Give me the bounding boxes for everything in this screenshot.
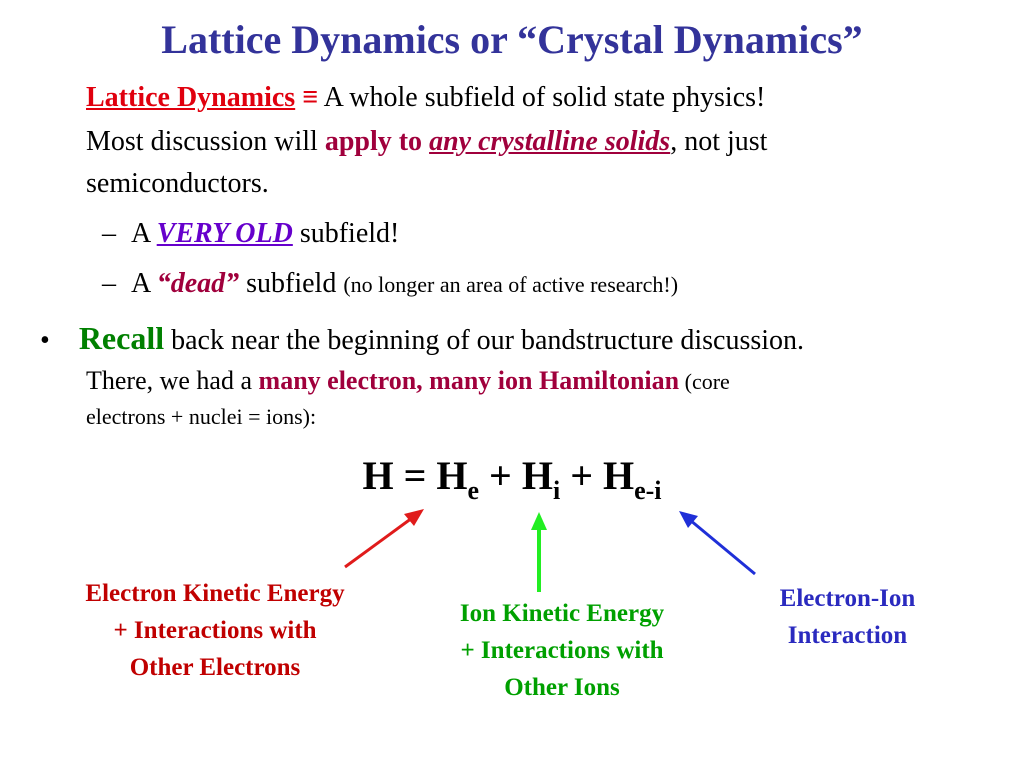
dash-marker: – xyxy=(102,218,116,249)
apply-to-text: apply to xyxy=(324,126,423,157)
caption-line: + Interactions with xyxy=(113,617,317,644)
caption-line: Interaction xyxy=(787,622,908,649)
intro-line-2-a: Most discussion will xyxy=(86,126,325,157)
sub-bullet-text: subfield! xyxy=(292,218,400,249)
intro-line-2-d: , not just xyxy=(670,126,768,157)
caption-line: Other Ions xyxy=(504,674,620,701)
equiv-symbol: ≡ xyxy=(302,82,319,113)
caption-line: + Interactions with xyxy=(460,637,664,664)
equation-part: + H xyxy=(479,453,553,498)
equation-subscript-e-i: e-i xyxy=(634,476,662,505)
dash-marker: – xyxy=(102,268,116,299)
electron-kinetic-energy-caption xyxy=(30,575,400,686)
caption-line: Ion Kinetic Energy xyxy=(459,600,665,627)
recall-line-1-text: back near the beginning of our bandstructure discussion. xyxy=(164,325,805,356)
sub-bullet-text: A xyxy=(131,218,157,249)
red-arrow xyxy=(345,509,424,567)
core-text: (core xyxy=(679,369,730,394)
caption-line: Electron Kinetic Energy xyxy=(85,580,345,607)
recall-line-3: electrons + nuclei = ions): xyxy=(86,404,317,429)
blue-arrow xyxy=(679,511,755,574)
equation-subscript-e: e xyxy=(467,476,480,505)
green-arrow xyxy=(531,512,547,592)
equation-part: + H xyxy=(560,453,635,498)
intro-line-3: semiconductors. xyxy=(86,168,269,199)
ion-kinetic-energy-caption xyxy=(412,595,712,706)
very-old-text: VERY OLD xyxy=(156,218,293,249)
caption-line: Other Electrons xyxy=(129,654,301,681)
sub-bullet-text: A xyxy=(131,268,157,299)
recall-word: Recall xyxy=(78,320,165,356)
caption-line: Electron-Ion xyxy=(779,585,916,612)
slide-title: Lattice Dynamics or “Crystal Dynamics” xyxy=(161,17,863,62)
electron-ion-interaction-caption xyxy=(740,580,955,654)
intro-line-1-text: A whole subfield of solid state physics! xyxy=(318,82,766,113)
any-crystalline-solids-text: any crystalline solids xyxy=(429,126,671,157)
lattice-dynamics-term: Lattice Dynamics xyxy=(86,82,296,113)
sub-bullet-text: subfield xyxy=(239,268,344,299)
hamiltonian-text: many electron, many ion Hamiltonian xyxy=(258,366,680,395)
recall-line-2-a: There, we had a xyxy=(86,366,259,395)
equation-part: H = H xyxy=(362,453,468,498)
no-longer-active-note: (no longer an area of active research!) xyxy=(343,272,679,297)
equation-subscript-i: i xyxy=(552,476,561,505)
bullet-marker: • xyxy=(40,325,50,356)
dead-text: “dead” xyxy=(156,268,240,299)
